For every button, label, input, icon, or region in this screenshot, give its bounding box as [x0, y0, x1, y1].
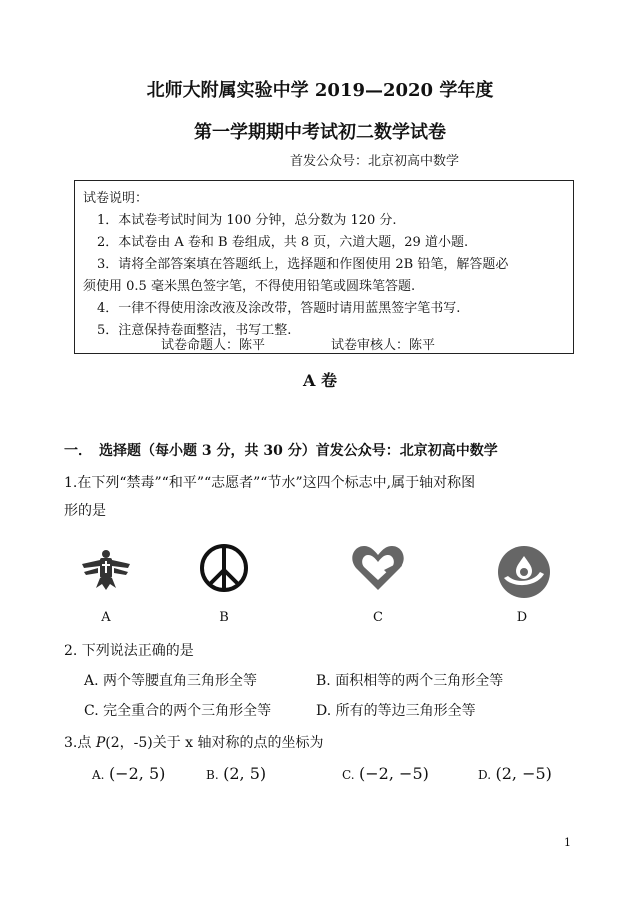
q2-option-c: C. 完全重合的两个三角形全等	[84, 703, 272, 719]
q3-option-d-label: D.	[478, 768, 492, 782]
instruction-item: 1．本试卷考试时间为 100 分钟，总分数为 120 分.	[97, 213, 397, 228]
peace-symbol-icon	[196, 540, 252, 596]
volunteer-heart-icon	[348, 540, 404, 596]
q3-option-c-value: (−2, −5)	[359, 764, 429, 783]
q3-coords: (2，-5)	[105, 735, 153, 751]
q3-option-c	[342, 764, 429, 783]
q2-stem: 2. 下列说法正确的是	[64, 643, 194, 659]
q3-option-a	[92, 764, 165, 783]
q3-option-d	[478, 764, 552, 783]
page-number: 1	[564, 836, 571, 849]
q3-option-d-value: (2, −5)	[495, 764, 552, 783]
source-account: 首发公众号：北京初高中数学	[290, 154, 460, 169]
q3-option-b	[206, 764, 266, 783]
q1-stem-line1: 1.在下列“禁毒”“和平”“志愿者”“节水”这四个标志中,属于轴对称图	[64, 475, 476, 491]
q1-label-c: C	[373, 610, 383, 625]
instruction-item: 2．本试卷由 A 卷和 B 卷组成，共 8 页，六道大题，29 道小题.	[97, 235, 469, 250]
q3-option-a-label: A.	[92, 768, 105, 782]
water-saving-icon	[496, 544, 552, 600]
exam-title-line2: 第一学期期中考试初二数学试卷	[194, 122, 446, 143]
setter-name: 试卷命题人：陈平	[161, 338, 266, 353]
instructions-box	[74, 180, 574, 354]
instruction-item: 5．注意保持卷面整洁，书写工整.	[97, 323, 292, 338]
q3-suffix: 关于 x 轴对称的点的坐标为	[152, 735, 324, 751]
q1-label-b: B	[219, 610, 229, 625]
section-a-title: A 卷	[303, 371, 337, 390]
q2-option-a: A. 两个等腰直角三角形全等	[84, 673, 258, 689]
section-1-title: 一． 选择题（每小题 3 分，共 30 分）首发公众号：北京初高中数学	[64, 443, 498, 459]
q1-label-d: D	[516, 610, 528, 625]
q1-label-a: A	[101, 610, 111, 625]
instruction-item: 3．请将全部答案填在答题纸上，选择题和作图使用 2B 铅笔，解答题必	[97, 257, 509, 272]
q3-prefix: 3.点	[64, 735, 96, 751]
q3-option-a-value: (−2, 5)	[108, 764, 166, 783]
q3-option-b-label: B.	[206, 768, 219, 782]
exam-title-line1: 北师大附属实验中学 2019—2020 学年度	[146, 80, 494, 101]
q3-stem	[64, 732, 324, 752]
q3-point: P	[95, 735, 106, 751]
instructions-heading: 试卷说明：	[83, 191, 149, 206]
instruction-item: 须使用 0.5 毫米黑色签字笔，不得使用铅笔或圆珠笔答题.	[83, 279, 416, 294]
q3-option-b-value: (2, 5)	[223, 764, 267, 783]
q1-stem-line2: 形的是	[64, 503, 106, 519]
instruction-item: 4．一律不得使用涂改液及涂改带，答题时请用蓝黑签字笔书写.	[97, 301, 461, 316]
eagle-emblem-icon	[78, 542, 134, 598]
q2-option-d: D. 所有的等边三角形全等	[316, 703, 476, 719]
reviewer-name: 试卷审核人：陈平	[331, 338, 436, 353]
q2-option-b: B. 面积相等的两个三角形全等	[316, 673, 504, 689]
q3-option-c-label: C.	[342, 768, 355, 782]
